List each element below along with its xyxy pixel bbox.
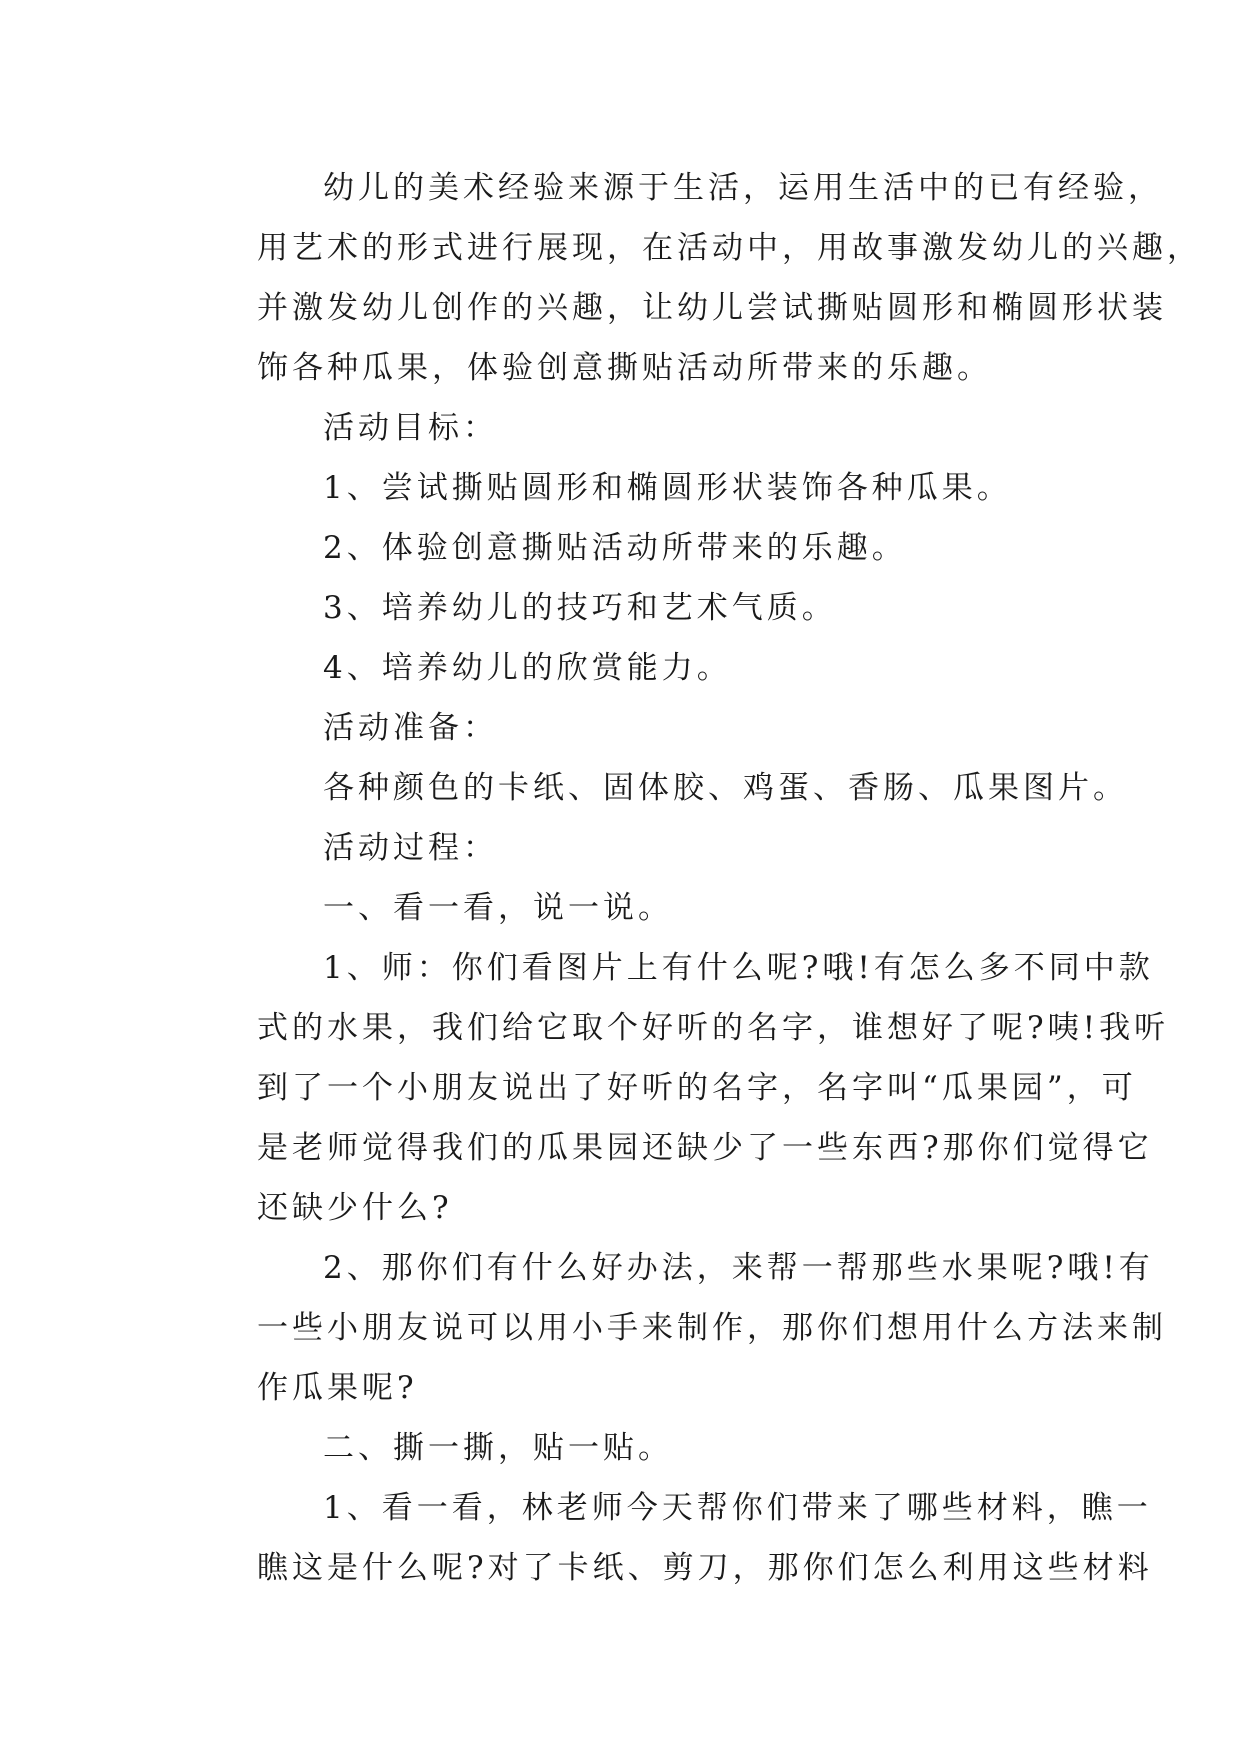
text-line: 用艺术的形式进行展现，在活动中，用故事激发幼儿的兴趣，	[257, 230, 1202, 266]
process-heading	[191, 818, 1051, 878]
list-item: 3、培养幼儿的技巧和艺术气质。	[323, 590, 837, 626]
text-line: 还缺少什么?	[257, 1190, 453, 1226]
text-line: 式的水果，我们给它取个好听的名字，谁想好了呢?咦!我听	[257, 1010, 1170, 1046]
goal-item-3	[191, 578, 1051, 638]
text-line: 瞧这是什么呢?对了卡纸、剪刀，那你们怎么利用这些材料	[257, 1550, 1153, 1586]
list-item: 1、尝试撕贴圆形和椭圆形状装饰各种瓜果。	[323, 470, 1012, 506]
goal-item-2	[191, 518, 1051, 578]
intro-paragraph	[191, 158, 1202, 398]
list-item: 4、培养幼儿的欣赏能力。	[323, 650, 732, 686]
text-line: 幼儿的美术经验来源于生活，运用生活中的已有经验，	[323, 170, 1163, 206]
text-line: 各种颜色的卡纸、固体胶、鸡蛋、香肠、瓜果图片。	[323, 770, 1128, 806]
text-line: 1、看一看，林老师今天帮你们带来了哪些材料，瞧一	[323, 1490, 1152, 1526]
prep-items	[191, 758, 1128, 818]
text-line: 2、那你们有什么好办法，来帮一帮那些水果呢?哦!有	[323, 1250, 1154, 1286]
goals-heading	[191, 398, 1051, 458]
text-line: 一些小朋友说可以用小手来制作，那你们想用什么方法来制	[257, 1310, 1167, 1346]
prep-heading	[191, 698, 1051, 758]
text-line: 饰各种瓜果，体验创意撕贴活动所带来的乐趣。	[257, 350, 992, 386]
step-1-2-paragraph	[191, 1238, 1167, 1418]
goal-item-1	[191, 458, 1051, 518]
step-2-heading	[191, 1418, 1051, 1478]
list-item: 2、体验创意撕贴活动所带来的乐趣。	[323, 530, 907, 566]
step-2-1-paragraph	[191, 1478, 1153, 1598]
text-line: 是老师觉得我们的瓜果园还缺少了一些东西?那你们觉得它	[257, 1130, 1153, 1166]
step-1-1-paragraph	[191, 938, 1170, 1238]
document-body	[191, 158, 1202, 1598]
section-heading: 一、看一看，说一说。	[323, 890, 673, 926]
text-line: 到了一个小朋友说出了好听的名字，名字叫“瓜果园”，可	[257, 1070, 1137, 1106]
section-heading: 活动准备：	[323, 710, 498, 746]
section-heading: 活动过程：	[323, 830, 498, 866]
text-line: 并激发幼儿创作的兴趣，让幼儿尝试撕贴圆形和椭圆形状装	[257, 290, 1167, 326]
goal-item-4	[191, 638, 1051, 698]
text-line: 作瓜果呢?	[257, 1370, 418, 1406]
text-line: 1、师：你们看图片上有什么呢?哦!有怎么多不同中款	[323, 950, 1154, 986]
step-1-heading	[191, 878, 1051, 938]
section-heading: 二、撕一撕，贴一贴。	[323, 1430, 673, 1466]
section-heading: 活动目标：	[323, 410, 498, 446]
